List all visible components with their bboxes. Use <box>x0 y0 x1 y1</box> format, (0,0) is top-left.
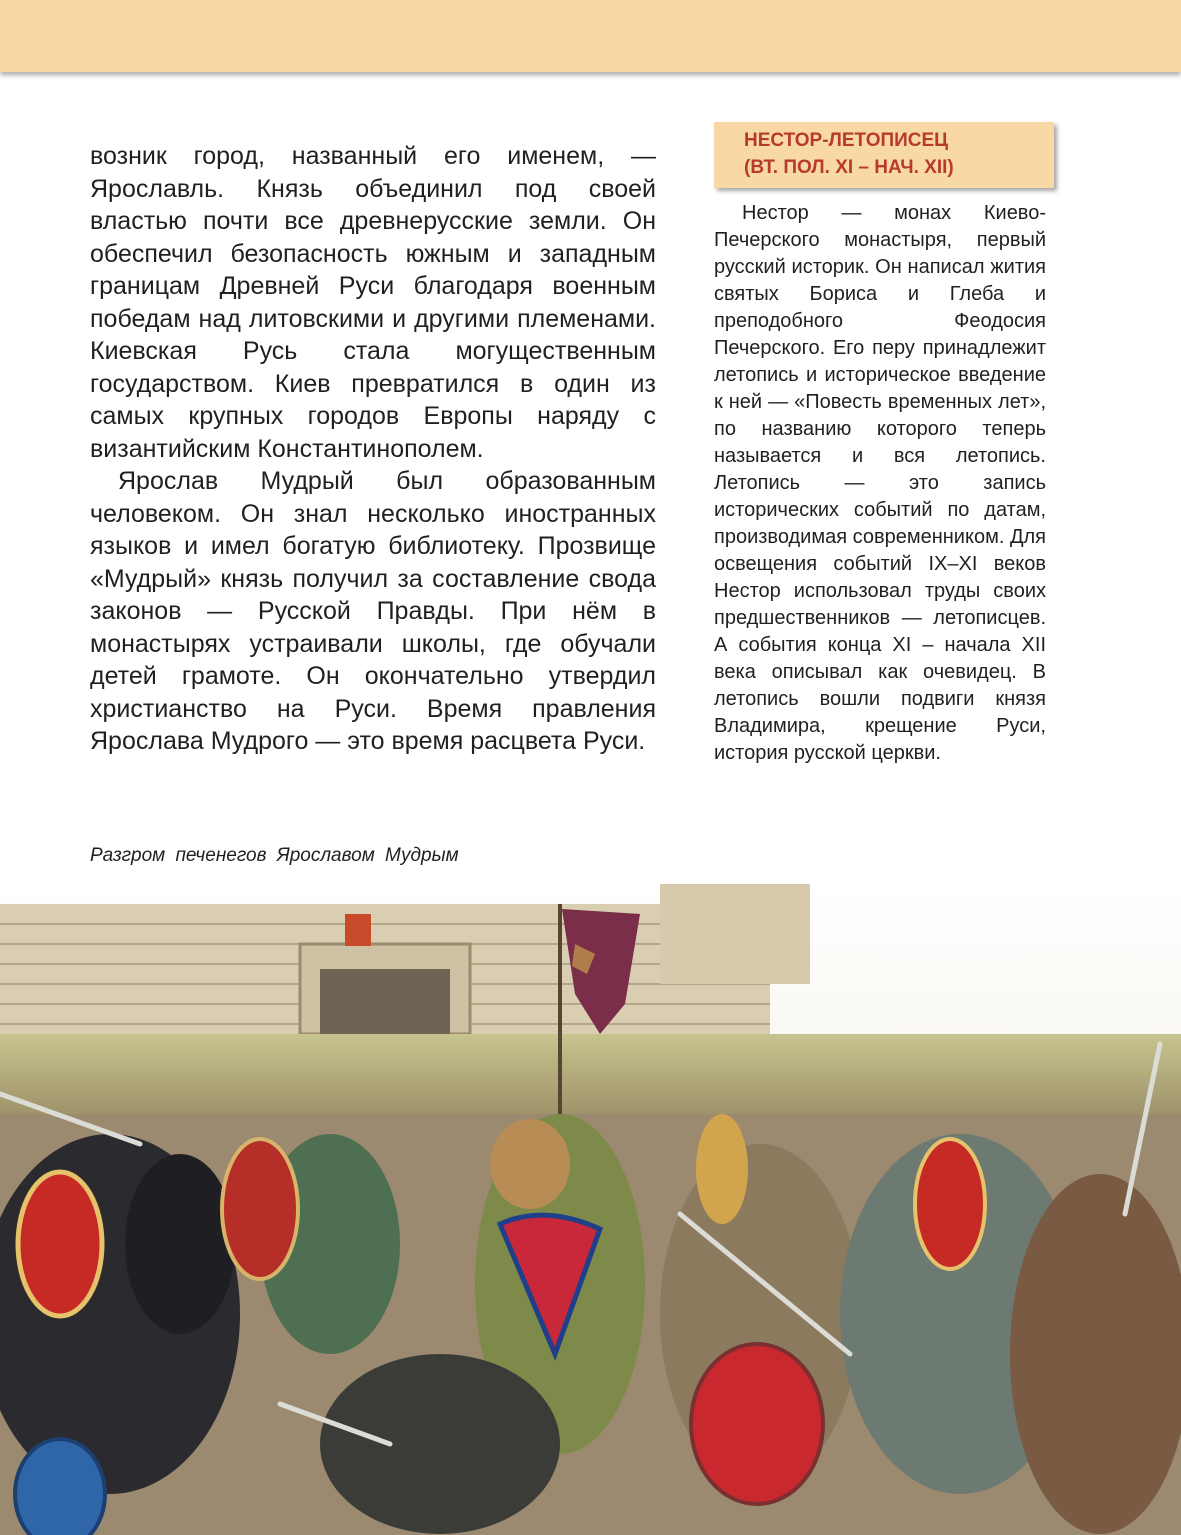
illustration-caption: Разгром печенегов Ярославом Мудрым <box>90 845 459 866</box>
article-paragraph: возник город, названный его именем, — Ярославль. Князь объединил под своей властью почти все древнерусские земли. Он обеспечил безопасность южным и западным границам Древней Руси благодаря военным победам над литовскими и другими племенами. Киевская Русь стала могущественным государством. Киев превратился в один из самых крупных городов Европы наряду с византийским Константинополем. <box>90 142 656 463</box>
sidebar-paragraph: Нестор — монах Киево-Печерского монастыря, первый русский историк. Он написал жития святых Бориса и Глеба и преподобного Феодосия Печерского. Его перу принадлежит летопись и историческое введение к ней — «Повесть временных лет», по названию которого теперь называется и вся летопись. Летопись — это запись исторических событий по датам, производимая современником. Для освещения событий IX–XI веков Нестор использовал труды своих предшественников — летописцев. А события конца XI – начала XII века описывал как очевидец. В летопись вошли подвиги князя Владимира, крещение Руси, история русской церкви. <box>714 202 1046 764</box>
sidebar-title: НЕСТОР-ЛЕТОПИСЕЦ <box>744 130 949 151</box>
sidebar-text <box>714 200 1046 767</box>
battle-illustration <box>0 884 1181 1535</box>
main-article <box>90 140 656 758</box>
sidebar-title-box <box>714 122 1054 188</box>
header-band <box>0 0 1181 72</box>
article-paragraph: Ярослав Мудрый был образованным человеком. Он знал несколько иностранных языков и имел богатую библиотеку. Прозвище «Мудрый» князь получил за составление свода законов — Русской Правды. При нём в монастырях устраивали школы, где обучали детей грамоте. Он окончательно утвердил христианство на Руси. Время правления Ярослава Мудрого — это время расцвета Руси. <box>90 467 656 755</box>
sidebar-subtitle: (ВТ. ПОЛ. XI – НАЧ. XII) <box>744 157 954 178</box>
fortress-wall <box>0 884 810 1054</box>
warriors-crowd <box>0 1114 1181 1535</box>
